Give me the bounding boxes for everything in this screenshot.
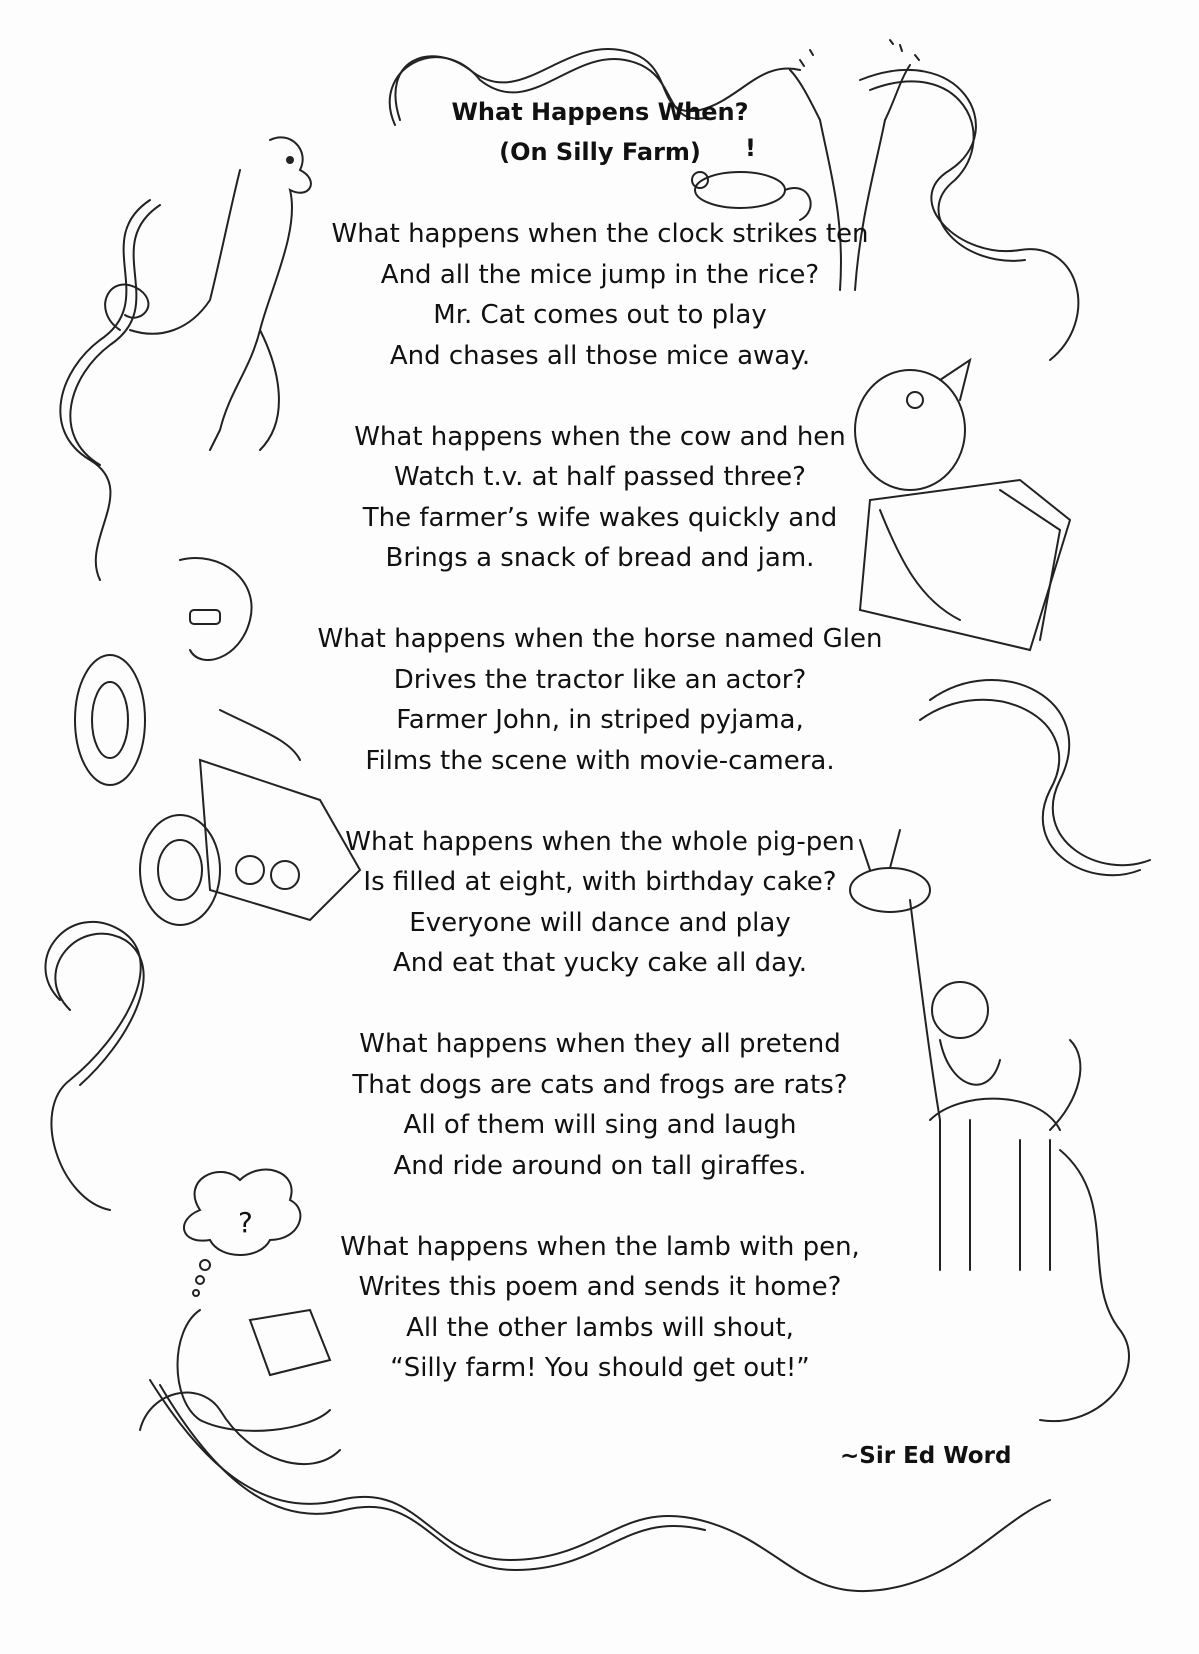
poem-line: What happens when the clock strikes ten <box>331 219 869 249</box>
stanza-5 <box>300 1024 900 1186</box>
stanza-6 <box>300 1227 900 1389</box>
poem-title <box>370 92 830 172</box>
title-exclamation: ! <box>745 134 756 162</box>
poem-line: What happens when they all pretend <box>359 1029 841 1059</box>
poem-line: What happens when the lamb with pen, <box>340 1231 860 1262</box>
title-line-1: What Happens When? <box>451 98 749 126</box>
poem-line: Watch t.v. at half passed three? <box>394 462 806 492</box>
poem-line: And eat that yucky cake all day. <box>392 948 808 978</box>
poem-line: Brings a snack of bread and jam. <box>385 543 815 573</box>
poem-line: Farmer John, in striped pyjama, <box>396 705 804 735</box>
poem-line: Films the scene with movie-camera. <box>365 745 835 776</box>
poem-line: Writes this poem and sends it home? <box>358 1272 842 1302</box>
ribbon-left-middle <box>45 922 140 1210</box>
thought-bubble-question-mark: ? <box>238 1206 253 1239</box>
mouse-drawing <box>692 172 811 220</box>
poem-line: What happens when the cow and hen <box>354 421 846 452</box>
stanza-1 <box>300 214 900 376</box>
ribbon-right-lower <box>1040 1150 1129 1421</box>
ribbon-left-upper <box>60 200 150 580</box>
poem-line: That dogs are cats and frogs are rats? <box>352 1069 848 1100</box>
poem-line: All the other lambs will shout, <box>406 1312 794 1343</box>
stanza-2 <box>300 417 900 579</box>
ribbon-right-middle <box>930 680 1150 865</box>
title-line-2: (On Silly Farm) <box>499 138 701 166</box>
poem-line: What happens when the horse named Glen <box>317 624 883 654</box>
poem-author: ~Sir Ed Word <box>840 1443 1012 1469</box>
ribbon-left-upper-2 <box>70 205 160 465</box>
poem-line: Mr. Cat comes out to play <box>433 300 767 330</box>
ribbon-left-middle-2 <box>55 934 143 1085</box>
poem-line: And ride around on tall giraffes. <box>393 1150 807 1181</box>
poem-line: What happens when the whole pig-pen <box>345 826 855 857</box>
poem-line: Drives the tractor like an actor? <box>393 664 807 695</box>
poem-line: And chases all those mice away. <box>389 340 811 371</box>
ribbon-right-middle-2 <box>920 700 1140 875</box>
poem-line: All of them will sing and laugh <box>403 1110 797 1140</box>
stanza-3 <box>300 619 900 781</box>
poem-line: Is filled at eight, with birthday cake? <box>363 867 837 897</box>
stanza-4 <box>300 822 900 984</box>
poem-line: The farmer’s wife wakes quickly and <box>362 502 838 533</box>
poem-line: And all the mice jump in the rice? <box>380 259 820 290</box>
poem-line: “Silly farm! You should get out!” <box>390 1353 810 1383</box>
poem-line: Everyone will dance and play <box>409 907 791 938</box>
poem-body <box>300 214 900 1429</box>
